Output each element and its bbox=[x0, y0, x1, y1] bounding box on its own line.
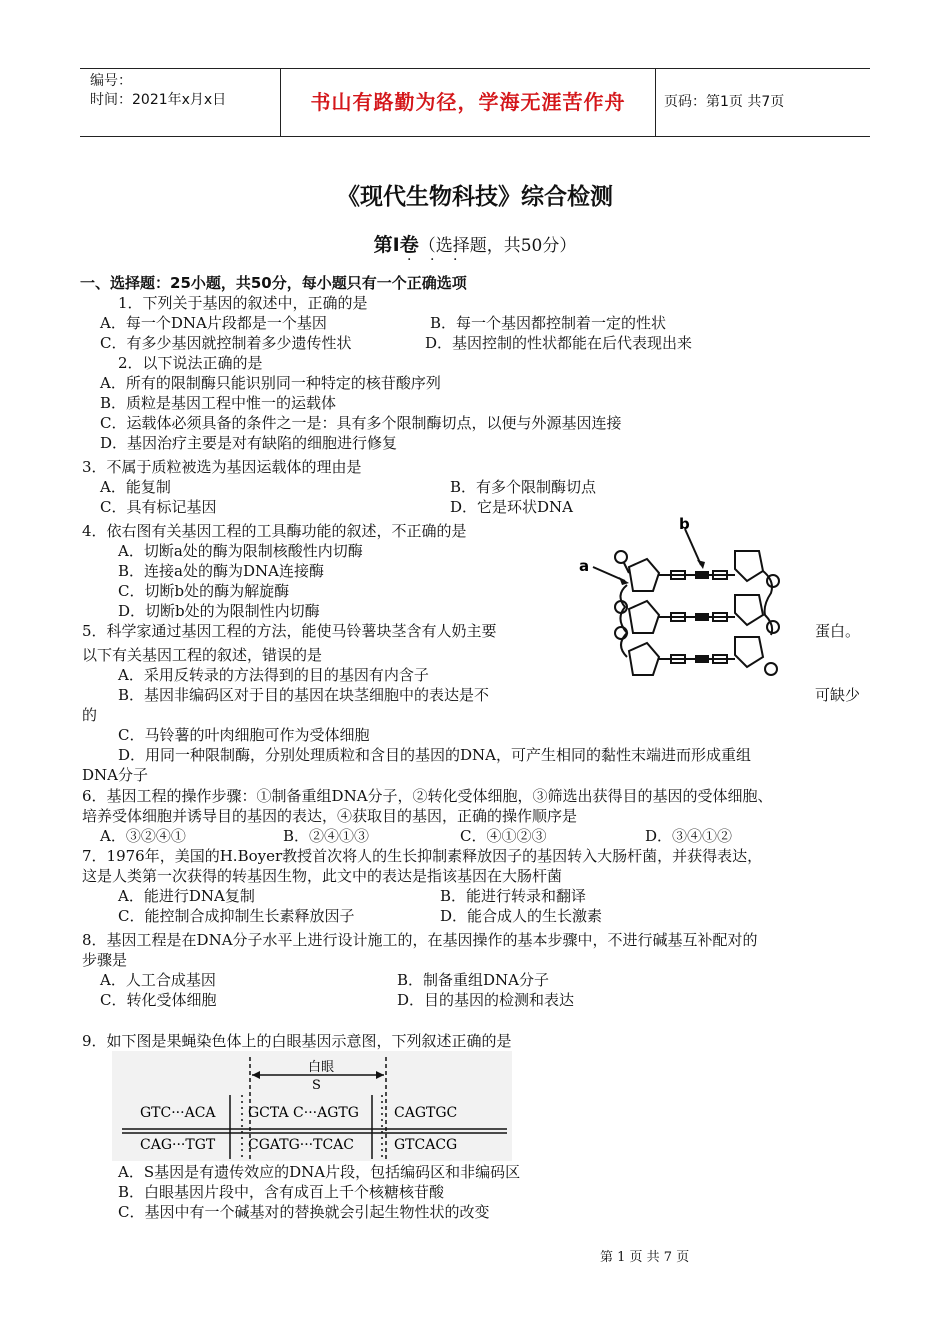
option: C．转化受体细胞 bbox=[100, 991, 217, 1009]
question-8: 8．基因工程是在DNA分子水平上进行设计施工的，在基因操作的基本步骤中，不进行碱基互补配对的 bbox=[82, 931, 758, 949]
header-bottom-border bbox=[80, 136, 870, 137]
option: A．采用反转录的方法得到的目的基因有内含子 bbox=[118, 666, 429, 684]
page-footer: 第 1 页 共 7 页 bbox=[600, 1250, 690, 1265]
option: B．②④①③ bbox=[283, 827, 370, 845]
option: A．每一个DNA片段都是一个基因 bbox=[100, 314, 327, 332]
question-6-cont: 培养受体细胞并诱导目的基因的表达，④获取目的基因，正确的操作顺序是 bbox=[82, 807, 578, 825]
label-b: b bbox=[679, 515, 690, 533]
option: A．③②④① bbox=[100, 827, 186, 845]
option: B．能进行转录和翻译 bbox=[440, 887, 587, 905]
question-5-cont: 以下有关基因工程的叙述，错误的是 bbox=[82, 646, 323, 664]
option: C．能控制合成抑制生长素释放因子 bbox=[118, 907, 355, 925]
emphasis-dot: · bbox=[453, 252, 458, 268]
option: B．基因非编码区对于目的基因在块茎细胞中的表达是不 bbox=[118, 686, 490, 704]
option: C．具有标记基因 bbox=[100, 498, 217, 516]
seq-top-3: CAGTGC bbox=[394, 1105, 458, 1121]
option: D．基因控制的性状都能在后代表现出来 bbox=[425, 334, 693, 352]
dna-enzyme-figure bbox=[575, 515, 790, 690]
option: D．能合成人的生长激素 bbox=[440, 907, 603, 925]
option: B．连接a处的酶为DNA连接酶 bbox=[118, 562, 324, 580]
option: A．人工合成基因 bbox=[100, 971, 216, 989]
question-9: 9．如下图是果蝇染色体上的白眼基因示意图，下列叙述正确的是 bbox=[82, 1032, 512, 1050]
emphasis-dot: · bbox=[407, 252, 412, 268]
option: D．它是环状DNA bbox=[450, 498, 574, 516]
number-label: 编号： bbox=[90, 73, 132, 89]
option-end: 可缺少 bbox=[815, 686, 861, 704]
question-2: 2．以下说法正确的是 bbox=[118, 354, 263, 372]
option: C．马铃薯的叶肉细胞可作为受体细胞 bbox=[118, 726, 370, 744]
option: D．切断b处的为限制性内切酶 bbox=[118, 602, 320, 620]
question-8-cont: 步骤是 bbox=[82, 951, 128, 969]
header-divider bbox=[655, 68, 656, 136]
option: D．目的基因的检测和表达 bbox=[397, 991, 575, 1009]
gene-label: S bbox=[312, 1078, 321, 1093]
gene-title: 白眼 bbox=[308, 1060, 335, 1075]
question-4: 4．依右图有关基因工程的工具酶功能的叙述，不正确的是 bbox=[82, 522, 467, 540]
seq-bottom-3: GTCACG bbox=[394, 1137, 458, 1153]
option: B．制备重组DNA分子 bbox=[397, 971, 550, 989]
option: B．每一个基因都控制着一定的性状 bbox=[430, 314, 667, 332]
option-wrap: 的 bbox=[82, 706, 98, 724]
part-label: 第Ⅰ卷 bbox=[373, 234, 419, 256]
page-title: 《现代生物科技》综合检测 bbox=[337, 184, 613, 210]
header-info bbox=[90, 72, 226, 110]
option: C．④①②③ bbox=[460, 827, 547, 845]
option: D．用同一种限制酶，分别处理质粒和含目的基因的DNA，可产生相同的黏性末端进而形成重组 bbox=[118, 746, 752, 764]
seq-top-1: GTC···ACA bbox=[140, 1105, 216, 1121]
option: D．基因治疗主要是对有缺陷的细胞进行修复 bbox=[100, 434, 398, 452]
option: B．有多个限制酶切点 bbox=[450, 478, 597, 496]
option: C．切断b处的酶为解旋酶 bbox=[118, 582, 290, 600]
option: A．能复制 bbox=[100, 478, 171, 496]
question-5: 5．科学家通过基因工程的方法，能使马铃薯块茎含有人奶主要 bbox=[82, 622, 497, 640]
seq-top-2: GCTA C···AGTG bbox=[248, 1105, 359, 1121]
option: C．基因中有一个碱基对的替换就会引起生物性状的改变 bbox=[118, 1203, 490, 1221]
subtitle bbox=[0, 230, 950, 257]
option: A．切断a处的酶为限制核酸性内切酶 bbox=[118, 542, 363, 560]
seq-bottom-1: CAG···TGT bbox=[140, 1137, 216, 1153]
question-7-cont: 这是人类第一次获得的转基因生物，此文中的表达是指该基因在大肠杆菌 bbox=[82, 867, 563, 885]
header-divider bbox=[280, 68, 281, 136]
question-6: 6．基因工程的操作步骤：①制备重组DNA分子，②转化受体细胞，③筛选出获得目的基因的受体细胞、 bbox=[82, 787, 773, 805]
part-desc: （选择题，共50分） bbox=[418, 236, 577, 256]
option-wrap: DNA分子 bbox=[82, 766, 148, 784]
option: B．质粒是基因工程中惟一的运载体 bbox=[100, 394, 337, 412]
label-a: a bbox=[579, 557, 590, 575]
question-3: 3．不属于质粒被选为基因运载体的理由是 bbox=[82, 458, 362, 476]
option: B．白眼基因片段中，含有成百上千个核糖核苷酸 bbox=[118, 1183, 445, 1201]
header-page-label: 页码：第1页 共7页 bbox=[664, 94, 785, 110]
option: A．能进行DNA复制 bbox=[118, 887, 255, 905]
time-label: 时间：2021年x月x日 bbox=[90, 92, 227, 108]
option: C．有多少基因就控制着多少遗传性状 bbox=[100, 334, 352, 352]
section-heading: 一、选择题：25小题，共50分，每小题只有一个正确选项 bbox=[80, 274, 467, 292]
option: C．运载体必须具备的条件之一是：具有多个限制酶切点，以便与外源基因连接 bbox=[100, 414, 622, 432]
option: A．S基因是有遗传效应的DNA片段，包括编码区和非编码区 bbox=[118, 1163, 521, 1181]
option: A．所有的限制酶只能识别同一种特定的核苷酸序列 bbox=[100, 374, 441, 392]
header-motto: 书山有路勤为径，学海无涯苦作舟 bbox=[310, 90, 626, 114]
white-eye-gene-figure bbox=[112, 1051, 512, 1161]
seq-bottom-2: CGATG···TCAC bbox=[248, 1137, 354, 1153]
question-5-end: 蛋白。 bbox=[815, 622, 861, 640]
option: D．③④①② bbox=[645, 827, 733, 845]
question-1: 1．下列关于基因的叙述中，正确的是 bbox=[118, 294, 368, 312]
question-7: 7．1976年，美国的H.Boyer教授首次将人的生长抑制素释放因子的基因转入大肠杆菌，并获得表达， bbox=[82, 847, 763, 865]
emphasis-dot: · bbox=[430, 252, 435, 268]
